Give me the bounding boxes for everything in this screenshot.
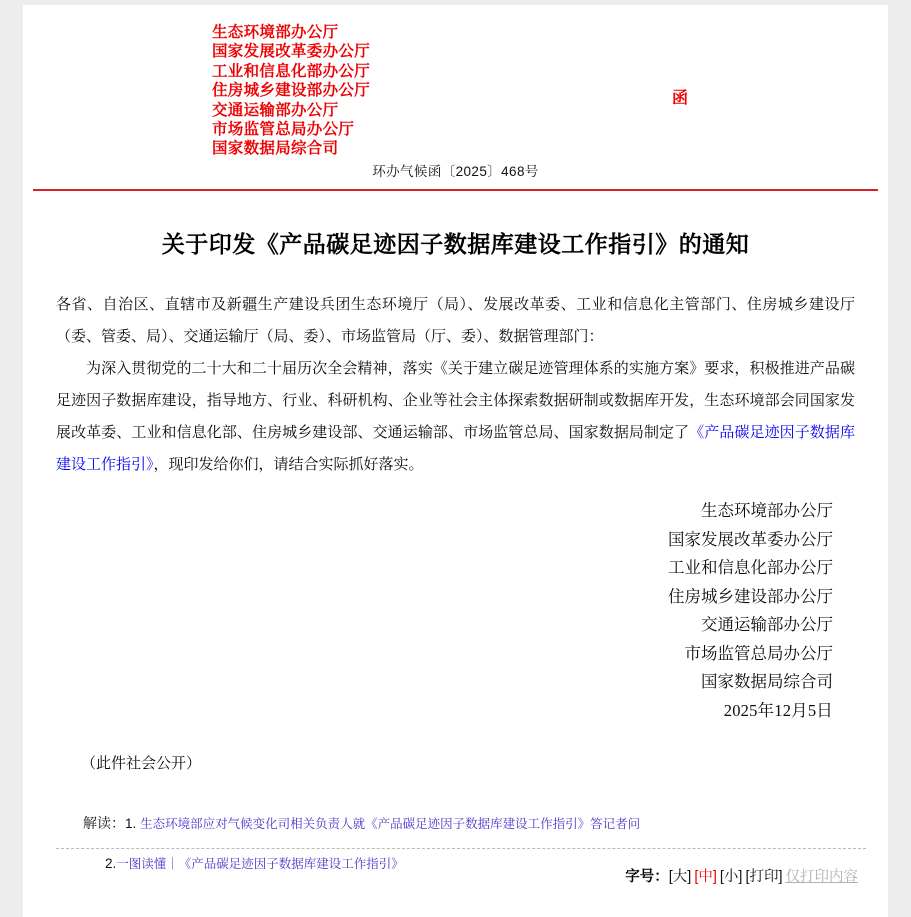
signature-line: 生态环境部办公厅 <box>701 501 833 520</box>
signature-line: 市场监管总局办公厅 <box>684 643 833 663</box>
issuer-line: 国家发展改革委办公厅 <box>212 43 371 61</box>
issuer-list <box>212 23 370 159</box>
issuer-line: 市场监管总局办公厅 <box>212 121 355 139</box>
interpretation-item-1 <box>83 813 888 834</box>
recipients-paragraph: 各省、自治区、直辖市及新疆生产建设兵团生态环境厅（局）、发展改革委、工业和信息化主管部门、住房城乡建设厅（委、管委、局）、交通运输厅（局、委）、市场监管局（厅、委）、数据管理部门： <box>56 296 855 345</box>
interpretation-item-2-number: 2. <box>105 856 117 871</box>
font-size-large-button[interactable]: [大] <box>668 869 692 885</box>
document-number: 环办气候函〔2025〕468号 <box>372 164 539 179</box>
guideline-document-link[interactable]: 《产品碳足迹因子数据库建设工作指引》 <box>56 424 855 473</box>
masthead <box>23 5 888 158</box>
font-size-medium-button[interactable]: [中] <box>694 869 717 885</box>
issuer-line: 交通运输部办公厅 <box>212 101 339 119</box>
signature-line: 国家发展改革委办公厅 <box>668 529 833 549</box>
issuer-line: 住房城乡建设部办公厅 <box>212 82 371 100</box>
document-body <box>56 289 855 481</box>
interpretation-label: 解读： <box>83 815 125 831</box>
signature-line: 工业和信息化部办公厅 <box>668 558 833 577</box>
print-content-only-button[interactable]: 仅打印内容 <box>785 869 858 885</box>
issuer-line: 生态环境部办公厅 <box>212 24 339 41</box>
font-size-toolbar <box>625 867 858 887</box>
signature-line: 交通运输部办公厅 <box>701 615 833 634</box>
main-paragraph <box>56 353 855 481</box>
signature-line: 住房城乡建设部办公厅 <box>668 586 833 606</box>
main-paragraph-part2: ，现印发给你们，请结合实际抓好落实。 <box>153 456 424 473</box>
page-title: 关于印发《产品碳足迹因子数据库建设工作指引》的通知 <box>161 231 750 257</box>
font-size-label: 字号： <box>625 869 669 885</box>
main-paragraph-part1: 为深入贯彻党的二十大和二十届历次全会精神，落实《关于建立碳足迹管理体系的实施方案》要求，积极推进产品碳足迹因子数据库建设，指导地方、行业、科研机构、企业等社会主体探索数据研制或数据库开发，生态环境部会同国家发展改革委、工业和信息化部、住房城乡建设部、交通运输部、市场监管总局、国家数据局制定了 <box>56 360 855 441</box>
document-page <box>23 5 888 917</box>
font-size-small-button[interactable]: [小] <box>719 869 743 885</box>
issuer-line: 工业和信息化部办公厅 <box>212 62 371 80</box>
public-disclosure-note: （此件社会公开） <box>81 755 202 772</box>
interpretation-link-1[interactable]: 生态环境部应对气候变化司相关负责人就《产品碳足迹因子数据库建设工作指引》答记者问 <box>140 817 641 831</box>
signature-line: 国家数据局综合司 <box>701 672 833 691</box>
print-button[interactable]: [打印] <box>745 869 783 885</box>
interpretation-item-1-number: 1. <box>125 816 137 831</box>
interpretation-link-2[interactable]: 一图读懂｜《产品碳足迹因子数据库建设工作指引》 <box>116 857 404 871</box>
signature-block <box>23 497 833 725</box>
signature-date: 2025年12月5日 <box>723 700 833 720</box>
document-type-character: 函 <box>672 90 689 107</box>
footer-dashed-divider <box>56 848 866 849</box>
interpretation-section <box>83 813 888 874</box>
issuer-line: 国家数据局综合司 <box>212 140 339 158</box>
masthead-red-divider <box>33 189 878 191</box>
